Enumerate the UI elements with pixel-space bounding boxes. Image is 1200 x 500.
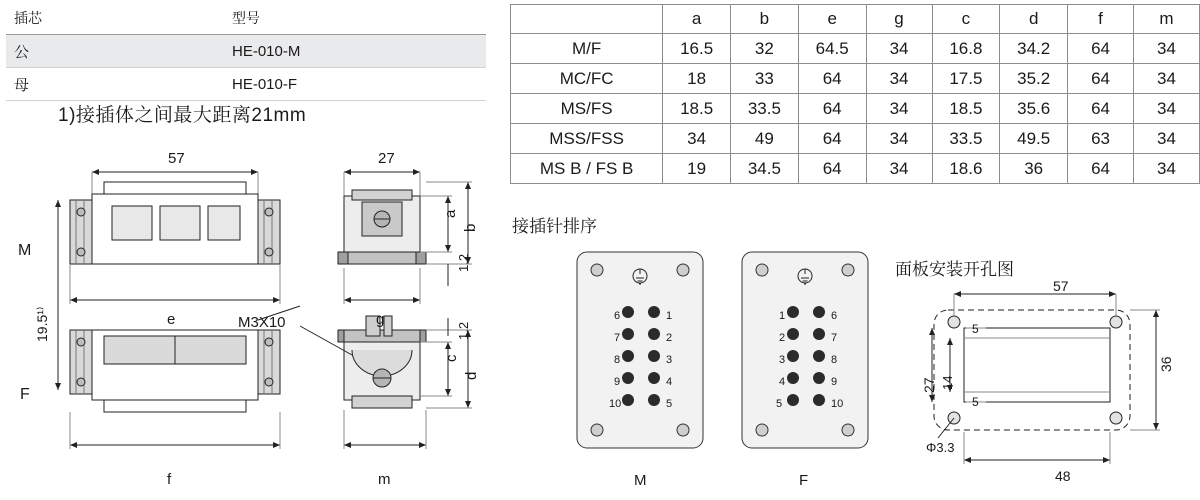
dim-cell-d: 36 [1000,154,1068,184]
model-table [6,2,486,101]
dim-label-m: m [378,471,391,488]
dim-label-g: g [376,311,385,328]
dim-header-d: d [1000,5,1068,34]
dim-row-name: MC/FC [511,64,663,94]
pin-label-left: 1 [779,310,786,322]
table-header-row [6,2,486,35]
cutout-dim-5-bottom: 5 [972,395,979,409]
dim-cell-b: 33 [731,64,799,94]
dim-label-f: f [167,471,172,488]
model-table-header-insert: 插芯 [6,2,232,35]
dim-cell-e: 64 [798,124,866,154]
dim-row-name: MS B / FS B [511,154,663,184]
dim-label-27: 27 [378,150,395,167]
dim-cell-g: 34 [866,34,932,64]
table-row [511,34,1200,64]
cutout-dim-48: 48 [1055,468,1071,484]
dim-cell-a: 16.5 [663,34,731,64]
pin-label-right: 6 [831,310,838,322]
pin-label-left: 4 [779,376,786,388]
pin-panel-caption-m: M [634,472,647,489]
table-row [511,94,1200,124]
view-label-m: M [18,242,32,259]
pin-order-title: 接插针排序 [512,217,597,236]
dim-cell-f: 63 [1068,124,1134,154]
dim-cell-d: 49.5 [1000,124,1068,154]
cutout-dim-14: 14 [940,375,955,390]
dim-row-name: MSS/FSS [511,124,663,154]
model-row-female-insert: 母 [6,68,232,101]
view-label-f: F [20,386,30,403]
dim-label-d: d [463,371,480,380]
dim-cell-e: 64.5 [798,34,866,64]
dim-label-19-5: 19.5¹⁾ [34,306,50,342]
model-row-female-type: HE-010-F [232,68,486,101]
dim-cell-a: 34 [663,124,731,154]
dim-cell-m: 34 [1134,124,1200,154]
dim-cell-c: 16.8 [932,34,1000,64]
pin-label-right: 7 [831,332,838,344]
pin-label-right: 1 [666,310,673,322]
pin-panel-m [575,250,705,460]
dim-header-b: b [731,5,799,34]
dim-label-a: a [442,209,459,218]
dim-label-b: b [462,223,479,232]
dim-row-name: M/F [511,34,663,64]
pin-label-left: 10 [609,398,622,410]
cutout-dim-36: 36 [1158,356,1174,372]
dim-header-m: m [1134,5,1200,34]
dim-row-name: MS/FS [511,94,663,124]
pin-panel-caption-f: F [799,472,809,489]
table-row [511,64,1200,94]
dim-label-12-top: 1.2 [456,253,471,272]
pin-label-left: 9 [614,376,621,388]
dim-cell-d: 35.2 [1000,64,1068,94]
pin-label-left: 3 [779,354,786,366]
dim-header-blank [511,5,663,34]
dim-cell-f: 64 [1068,34,1134,64]
dim-cell-g: 34 [866,94,932,124]
dim-header-g: g [866,5,932,34]
dim-cell-m: 34 [1134,34,1200,64]
dim-cell-c: 17.5 [932,64,1000,94]
dim-label-12-bottom: 1.2 [456,321,471,340]
max-distance-note: 1)接插体之间最大距离21mm [58,105,307,126]
dim-header-a: a [663,5,731,34]
dim-cell-e: 64 [798,64,866,94]
pin-label-left: 7 [614,332,621,344]
panel-cutout-drawing [920,282,1190,482]
dim-cell-a: 19 [663,154,731,184]
pin-label-right: 3 [666,354,673,366]
dim-cell-d: 34.2 [1000,34,1068,64]
dim-header-e: e [798,5,866,34]
pin-label-right: 8 [831,354,838,366]
dim-header-c: c [932,5,1000,34]
model-row-male-insert: 公 [6,35,232,68]
screw-label-m3x10: M3X10 [238,314,286,331]
dim-cell-m: 34 [1134,64,1200,94]
dim-cell-m: 34 [1134,94,1200,124]
dim-cell-g: 34 [866,64,932,94]
model-table-header-type: 型号 [232,2,486,35]
dim-cell-a: 18.5 [663,94,731,124]
dim-cell-g: 34 [866,154,932,184]
dim-cell-b: 49 [731,124,799,154]
dim-label-57: 57 [168,150,185,167]
pin-label-left: 8 [614,354,621,366]
dim-cell-b: 34.5 [731,154,799,184]
dimension-table-wrap [510,4,1200,184]
dim-cell-g: 34 [866,124,932,154]
pin-label-right: 4 [666,376,673,388]
dim-cell-f: 64 [1068,64,1134,94]
dim-label-c: c [443,354,460,362]
dim-cell-f: 64 [1068,94,1134,124]
table-row [511,124,1200,154]
dim-cell-a: 18 [663,64,731,94]
cutout-dim-57: 57 [1053,278,1069,294]
table-row [6,35,486,68]
dimension-table [510,4,1200,184]
dim-cell-e: 64 [798,154,866,184]
pin-label-left: 2 [779,332,786,344]
dim-cell-e: 64 [798,94,866,124]
cutout-dim-27: 27 [921,377,937,393]
table-row [511,154,1200,184]
pin-label-right: 5 [666,398,673,410]
dim-label-e: e [167,311,176,328]
model-row-male-type: HE-010-M [232,35,486,68]
dim-cell-b: 32 [731,34,799,64]
pin-label-left: 5 [776,398,783,410]
pin-label-right: 9 [831,376,838,388]
dim-header-f: f [1068,5,1134,34]
table-row [6,68,486,101]
dim-cell-d: 35.6 [1000,94,1068,124]
cutout-dim-5-top: 5 [972,322,979,336]
pin-label-right: 2 [666,332,673,344]
dim-cell-c: 33.5 [932,124,1000,154]
cutout-hole-diameter: Φ3.3 [926,440,955,455]
dim-cell-b: 33.5 [731,94,799,124]
panel-cutout-title: 面板安装开孔图 [895,260,1014,279]
pin-panel-f [740,250,870,460]
pin-label-right: 10 [831,398,844,410]
dim-cell-m: 34 [1134,154,1200,184]
table-header-row [511,5,1200,34]
dim-cell-c: 18.5 [932,94,1000,124]
pin-label-left: 6 [614,310,621,322]
dim-cell-c: 18.6 [932,154,1000,184]
dim-cell-f: 64 [1068,154,1134,184]
